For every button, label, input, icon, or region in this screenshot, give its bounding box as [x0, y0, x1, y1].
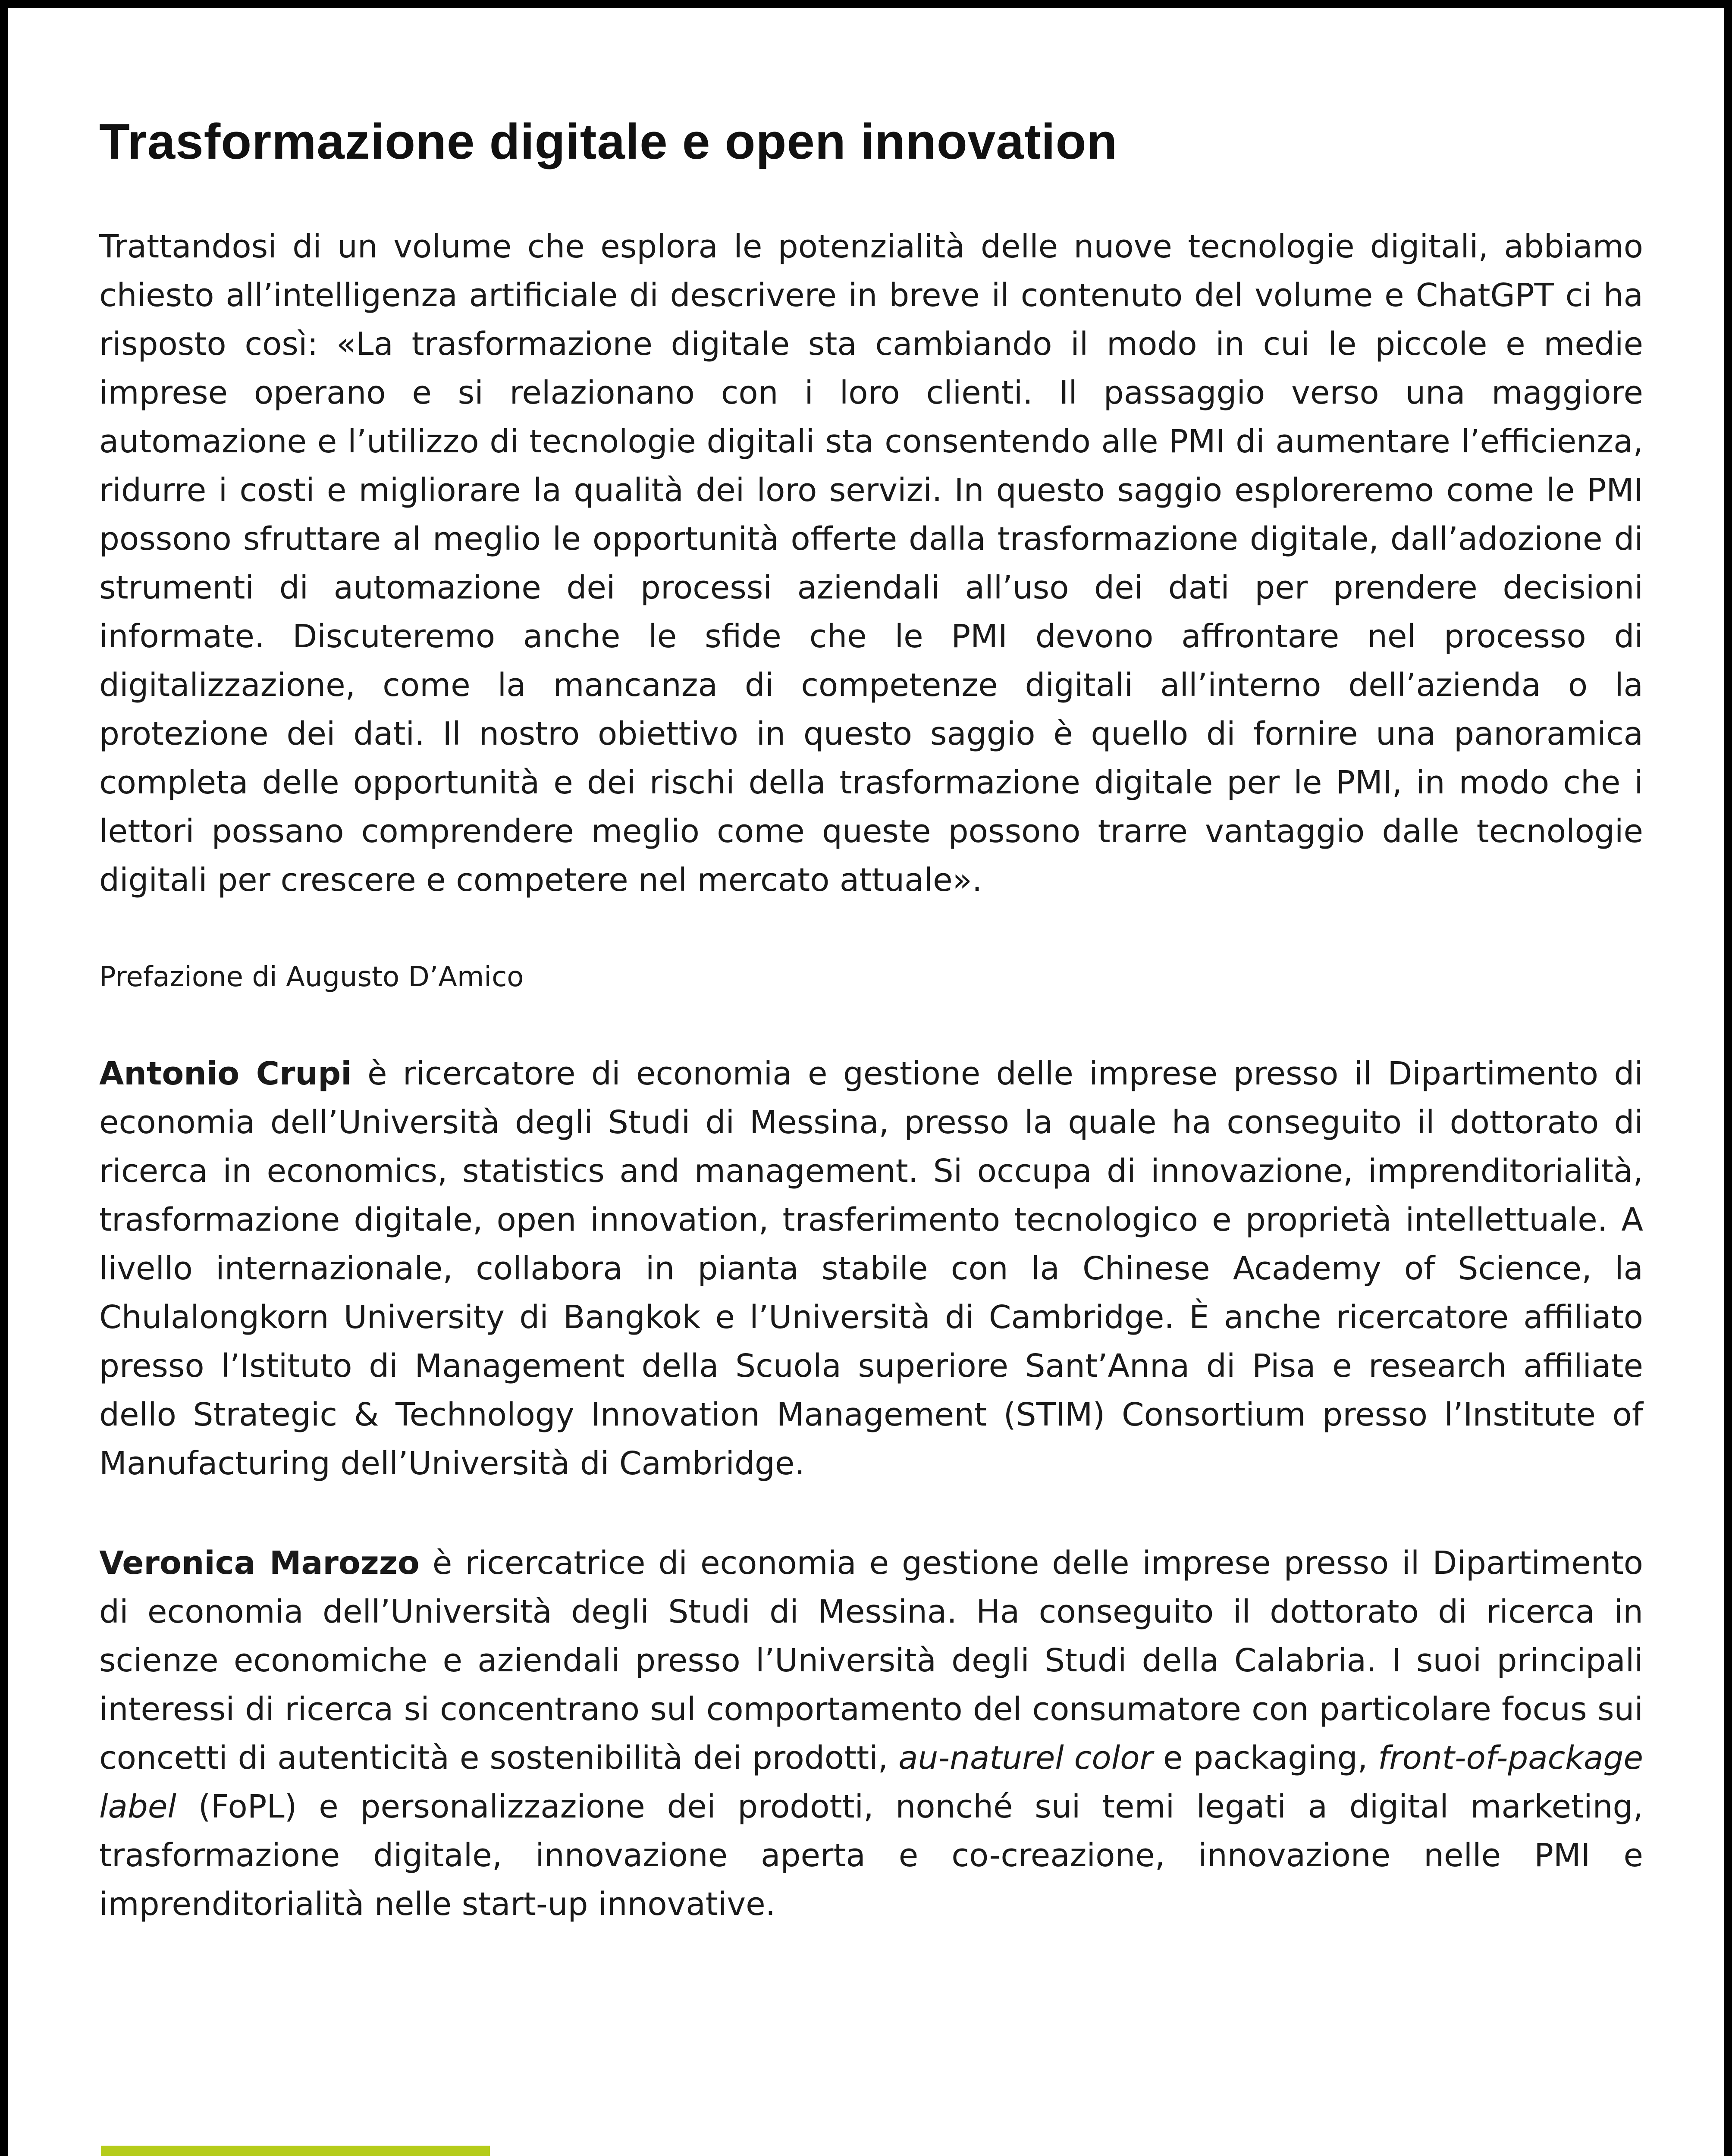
author-name-crupi: Antonio Crupi: [99, 1055, 352, 1092]
author-bio-text-crupi: è ricercatore di economia e gestione delle imprese presso il Dipartimento di economia dell’Università degli Studi di Messina, presso la quale ha conseguito il dottorato di ricerca in economics, statistics and management. Si occupa di innovazione, imprenditorialità, trasformazione digitale, open innovation, trasferimento tecnologico e proprietà intellettuale. A livello internazionale, collabora in pianta stabile con la Chinese Academy of Science, la Chulalongkorn University di Bangkok e l’Università di Cambridge. È anche ricercatore affiliato presso l’Istituto di Management della Scuola superiore Sant’Anna di Pisa e research affiliate dello Strategic & Technology Innovation Management (STIM) Consortium presso l’Institute of Manufacturing dell’Università di Cambridge.: [99, 1055, 1643, 1482]
content-column: [99, 111, 1643, 1929]
author-bio-italic-marozzo-2: front-of-package label: [99, 1739, 1643, 1825]
price-label: [101, 2146, 490, 2156]
preface-credit: Prefazione di Augusto D’Amico: [99, 961, 524, 993]
author-bio-marozzo: [99, 1539, 1643, 1929]
author-bio-italic-marozzo-1: au-naturel color: [898, 1739, 1153, 1777]
book-description: Trattandosi di un volume che esplora le potenzialità delle nuove tecnologie digitali, abbiamo chiesto all’intelligenza artificiale di descrivere in breve il contenuto del volume e ChatGPT ci ha risposto così: «La trasformazione digitale sta cambiando il modo in cui le piccole e medie imprese operano e si relazionano con i loro clienti. Il passaggio verso una maggiore automazione e l’utilizzo di tecnologie digitali sta consentendo alle PMI di aumentare l’efficienza, ridurre i costi e migliorare la qualità dei loro servizi. In questo saggio esploreremo come le PMI possono sfruttare al meglio le opportunità offerte dalla trasformazione digitale, dall’adozione di strumenti di automazione dei processi aziendali all’uso dei dati per prendere decisioni informate. Discuteremo anche le sfide che le PMI devono affrontare nel processo di digitalizzazione, come la mancanza di competenze digitali all’interno dell’azienda o la protezione dei dati. Il nostro obiettivo in questo saggio è quello di fornire una panoramica completa delle opportunità e dei rischi della trasformazione digitale per le PMI, in modo che i lettori possano comprendere meglio come queste possono trarre vantaggio dalle tecnologie digitali per crescere e competere nel mercato attuale».: [99, 228, 1643, 899]
author-bio-text-marozzo-3: (FoPL) e personalizzazione dei prodotti, nonché sui temi legati a digital marketing, trasformazione digitale, innovazione aperta e co-creazione, innovazione nelle PMI e imprenditorialità nelle start-up innovative.: [99, 1788, 1643, 1923]
author-bio-crupi: [99, 1050, 1643, 1488]
book-title: Trasformazione digitale e open innovation: [99, 113, 1118, 169]
back-cover-page: [8, 8, 1724, 2156]
author-name-marozzo: Veronica Marozzo: [99, 1545, 420, 1582]
author-bio-text-marozzo-2: e packaging,: [1152, 1739, 1378, 1777]
author-bio-text-marozzo-1: è ricercatrice di economia e gestione delle imprese presso il Dipartimento di economia dell’Università degli Studi di Messina. Ha conseguito il dottorato di ricerca in scienze economiche e aziendali presso l’Università degli Studi della Calabria. I suoi principali interessi di ricerca si concentrano sul comportamento del consumatore con particolare focus sui concetti di autenticità e sostenibilità dei prodotti,: [99, 1545, 1644, 1777]
barcode-block: [101, 2146, 498, 2156]
